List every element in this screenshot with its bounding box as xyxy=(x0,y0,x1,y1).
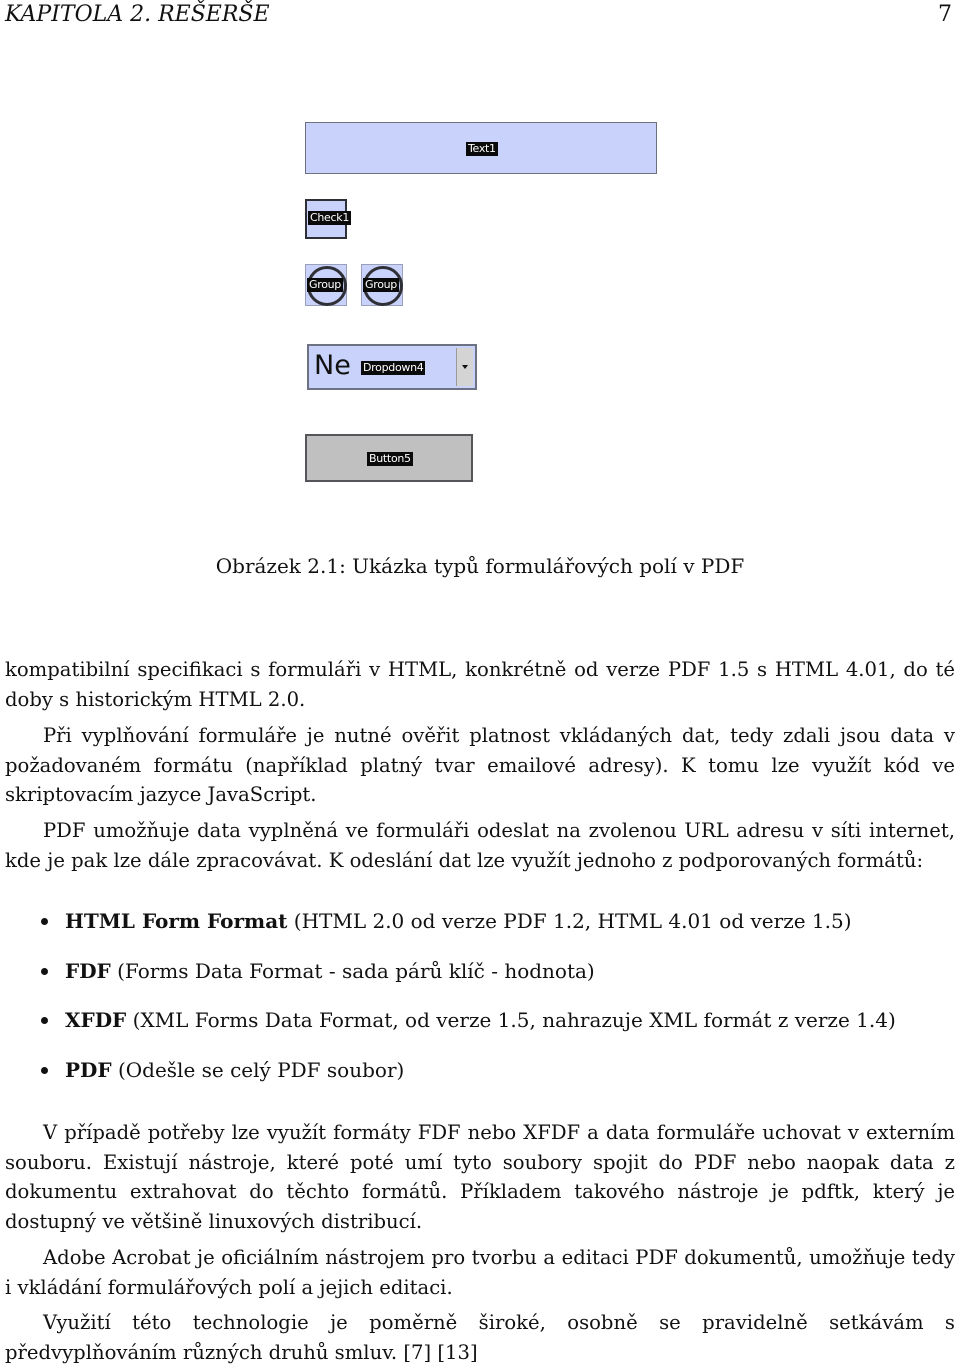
radio-group-name: Group xyxy=(365,278,397,291)
format-name: PDF xyxy=(65,1057,112,1082)
paragraph xyxy=(5,1308,955,1367)
format-description: (Forms Data Format - sada párů klíč - hodnota) xyxy=(117,958,595,983)
dropdown-value: Ne xyxy=(314,350,351,381)
list-item xyxy=(5,1055,955,1105)
button-name: Button5 xyxy=(369,452,411,465)
checkbox-name: Check1 xyxy=(310,211,350,224)
bullet-icon xyxy=(41,1067,48,1074)
figure-caption: Obrázek 2.1: Ukázka typů formulářových polí v PDF xyxy=(215,554,745,578)
format-list xyxy=(5,906,955,1104)
bullet-icon xyxy=(41,918,48,925)
bullet-icon xyxy=(41,1017,48,1024)
format-name: FDF xyxy=(65,958,111,983)
radio-button-widget xyxy=(361,264,403,306)
radio-group-name: Group xyxy=(309,278,341,291)
radio-button-widget xyxy=(305,264,347,306)
chevron-down-icon xyxy=(456,348,473,386)
page-number: 7 xyxy=(938,2,952,27)
list-item xyxy=(5,1005,955,1055)
format-name: XFDF xyxy=(65,1008,127,1032)
paragraph: Adobe Acrobat je oficiálním nástrojem pro tvorbu a editaci PDF dokumentů, umožňuje tedy i vkládání formulářových polí a jejich editaci. xyxy=(5,1246,955,1299)
text-field-name: Text1 xyxy=(468,142,496,155)
form-fields-figure xyxy=(0,0,960,540)
dropdown-widget xyxy=(307,344,477,390)
list-item xyxy=(5,956,955,1006)
format-description: (XML Forms Data Format, od verze 1.5, nahrazuje XML formát z verze 1.4) xyxy=(132,1008,896,1032)
paragraph: kompatibilní specifikaci s formuláři v HTML, konkrétně od verze PDF 1.5 s HTML 4.01, do té doby s historickým HTML 2.0. xyxy=(5,658,955,711)
list-item xyxy=(5,906,955,956)
bullet-icon xyxy=(41,968,48,975)
format-description: (HTML 2.0 od verze PDF 1.2, HTML 4.01 od verze 1.5) xyxy=(293,909,852,933)
citation-link[interactable]: [7] xyxy=(403,1340,432,1364)
format-name: HTML Form Format xyxy=(65,909,288,933)
button-widget xyxy=(305,434,473,482)
dropdown-name: Dropdown4 xyxy=(363,361,424,374)
paragraph: Při vyplňování formuláře je nutné ověřit platnost vkládaných dat, tedy zdali jsou data v požadovaném formátu (například platný tvar emailové adresy). K tomu lze využít kód ve skriptovacím jazyce JavaScript. xyxy=(5,724,955,806)
citation-link[interactable]: [13] xyxy=(437,1340,478,1364)
paragraph: V případě potřeby lze využít formáty FDF nebo XFDF a data formuláře uchovat v externím souboru. Existují nástroje, které poté umí tyto soubory spojit do PDF nebo naopak data z dokumentu extrahovat do těchto formátů. Příkladem takového nástroje je pdftk, který je dostupný ve většině linuxových distribucí. xyxy=(5,1121,955,1233)
chapter-title: KAPITOLA 2. REŠERŠE xyxy=(5,2,270,27)
paragraph-text: Využití této technologie je poměrně široké, osobně se pravidelně setkávám s předvyplňováním různých druhů smluv. xyxy=(5,1311,955,1364)
paragraph: PDF umožňuje data vyplněná ve formuláři odeslat na zvolenou URL adresu v síti internet, kde je pak lze dále zpracovávat. K odeslání dat lze využít jednoho z podporovaných formátů: xyxy=(5,819,955,872)
format-description: (Odešle se celý PDF soubor) xyxy=(117,1057,405,1082)
text-field-widget xyxy=(305,122,657,174)
checkbox-widget xyxy=(305,199,350,239)
